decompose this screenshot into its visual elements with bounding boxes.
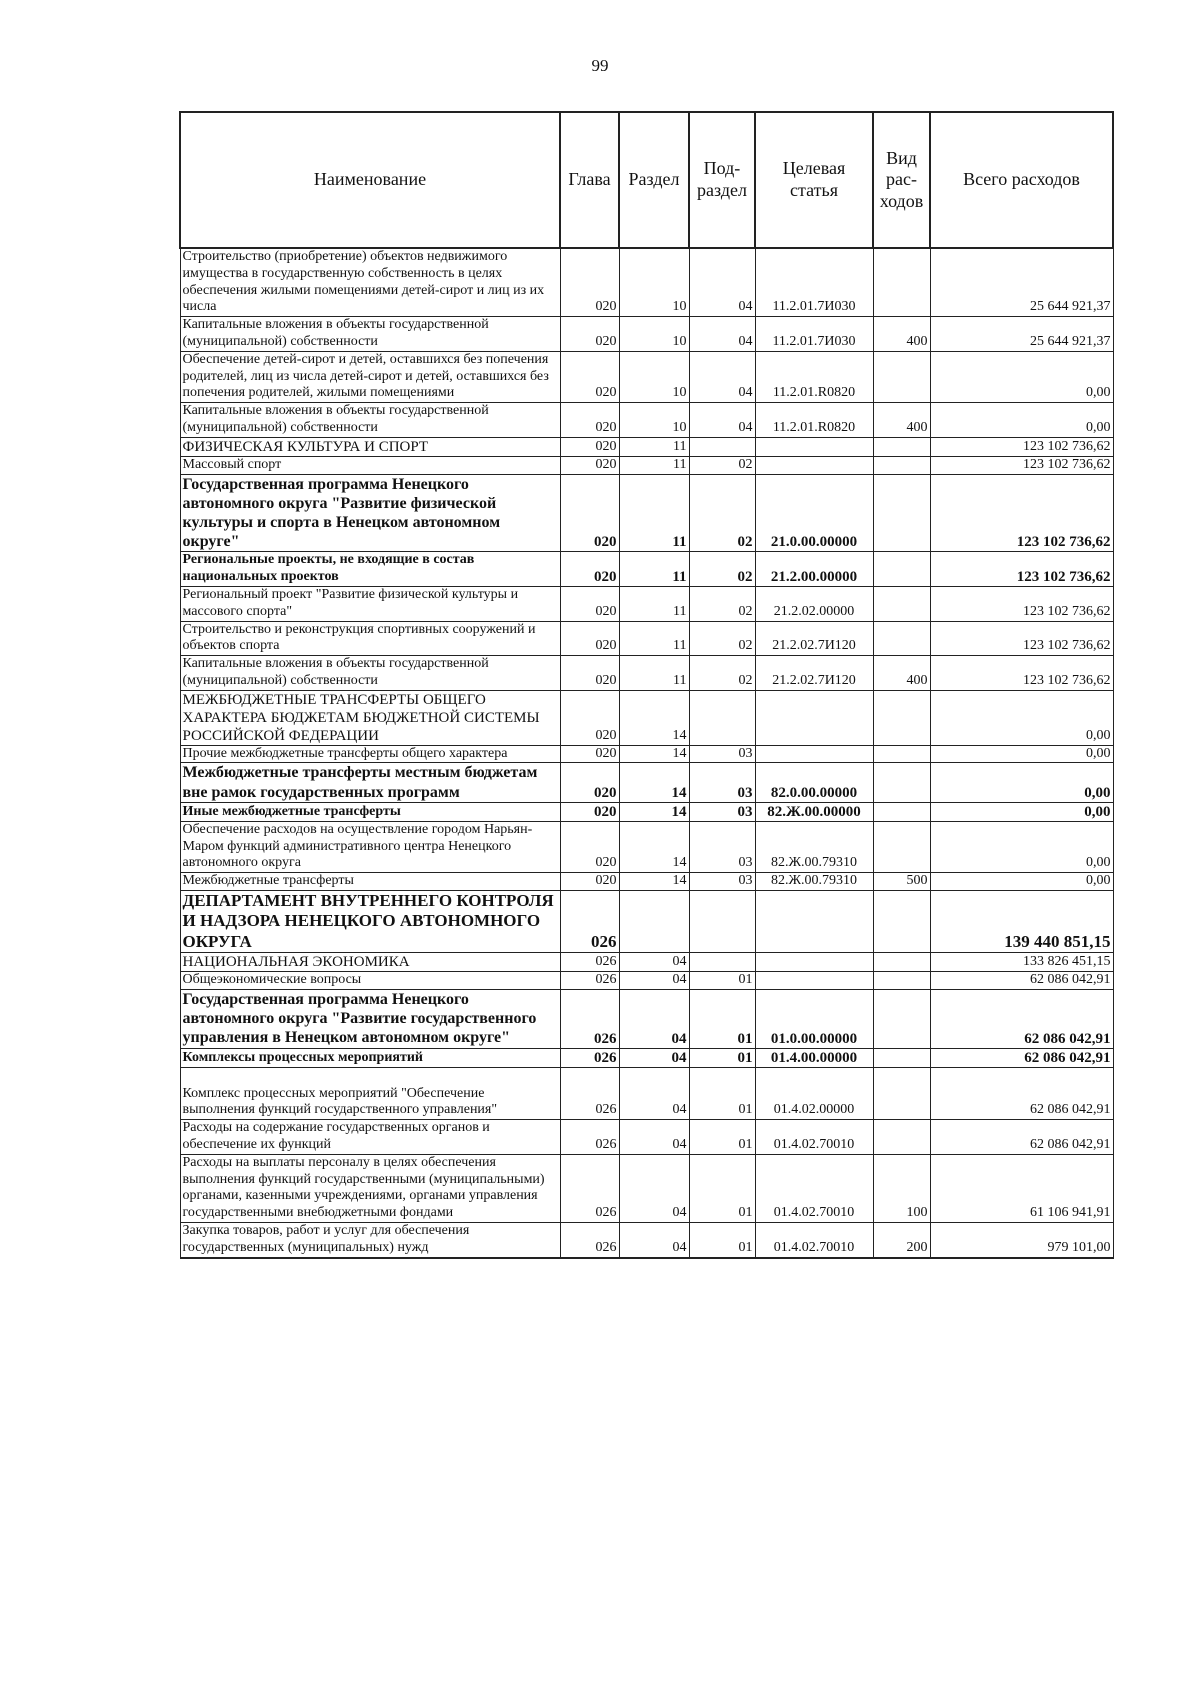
row-type (873, 351, 930, 402)
row-chapter: 020 (560, 586, 619, 621)
row-target: 01.0.00.00000 (755, 990, 873, 1049)
row-chapter: 020 (560, 873, 619, 891)
row-type (873, 621, 930, 656)
row-total: 139 440 851,15 (930, 891, 1113, 953)
budget-table (179, 111, 1114, 1259)
row-subsection: 03 (689, 763, 755, 802)
table-row (180, 1154, 1113, 1222)
row-chapter: 026 (560, 1120, 619, 1155)
row-chapter: 020 (560, 621, 619, 656)
row-chapter: 026 (560, 972, 619, 990)
row-section: 04 (619, 953, 689, 972)
row-section: 04 (619, 1222, 689, 1257)
row-section: 10 (619, 317, 689, 352)
row-section: 04 (619, 972, 689, 990)
row-name: Обеспечение детей-сирот и детей, оставшихся без попечения родителей, лиц из числа детей-сирот и детей, оставшихся без попечения родителей, жилыми помещениями (180, 351, 560, 402)
row-target (755, 456, 873, 474)
row-section: 10 (619, 351, 689, 402)
header-target-line2: статья (790, 180, 838, 200)
row-name: Комплекс процессных мероприятий "Обеспечение выполнения функций государственного управления" (180, 1067, 560, 1120)
row-type: 400 (873, 656, 930, 691)
row-chapter: 020 (560, 248, 619, 317)
row-type (873, 456, 930, 474)
row-chapter: 026 (560, 1067, 619, 1120)
row-total: 123 102 736,62 (930, 621, 1113, 656)
row-target (755, 953, 873, 972)
row-subsection: 02 (689, 586, 755, 621)
row-chapter: 026 (560, 990, 619, 1049)
row-type (873, 1048, 930, 1067)
row-section: 04 (619, 1154, 689, 1222)
row-name: Закупка товаров, работ и услуг для обеспечения государственных (муниципальных) нужд (180, 1222, 560, 1257)
row-total: 0,00 (930, 873, 1113, 891)
header-subsection-line1: Под- (703, 158, 741, 179)
table-row (180, 621, 1113, 656)
row-subsection: 04 (689, 248, 755, 317)
row-type (873, 437, 930, 456)
header-type-line3: ходов (879, 190, 924, 211)
row-name: Государственная программа Ненецкого автономного округа "Развитие государственного управления в Ненецком автономном округе" (180, 990, 560, 1049)
row-total: 25 644 921,37 (930, 317, 1113, 352)
row-target: 01.4.00.00000 (755, 1048, 873, 1067)
row-chapter: 026 (560, 953, 619, 972)
row-subsection: 03 (689, 873, 755, 891)
table-row (180, 873, 1113, 891)
table-row (180, 474, 1113, 552)
table-row (180, 403, 1113, 438)
page-number: 99 (591, 56, 609, 75)
row-name: Капитальные вложения в объекты государственной (муниципальной) собственности (180, 403, 560, 438)
row-chapter: 020 (560, 656, 619, 691)
row-total: 61 106 941,91 (930, 1154, 1113, 1222)
table-row (180, 802, 1113, 821)
header-subsection-line2: раздел (697, 180, 747, 200)
row-target: 82.Ж.00.79310 (755, 821, 873, 872)
row-subsection: 02 (689, 552, 755, 587)
header-type-line2: рас- (886, 169, 917, 190)
row-name: Государственная программа Ненецкого автономного округа "Развитие физической культуры и спорта в Ненецком автономном округе" (180, 474, 560, 552)
row-chapter: 020 (560, 474, 619, 552)
row-total: 0,00 (930, 745, 1113, 763)
row-total: 25 644 921,37 (930, 248, 1113, 317)
row-chapter: 020 (560, 317, 619, 352)
row-type (873, 763, 930, 802)
row-subsection: 01 (689, 1222, 755, 1257)
row-total: 0,00 (930, 821, 1113, 872)
row-subsection: 02 (689, 621, 755, 656)
table-row (180, 656, 1113, 691)
row-type (873, 690, 930, 745)
row-type (873, 552, 930, 587)
row-target: 11.2.01.R0820 (755, 351, 873, 402)
row-target: 11.2.01.7И030 (755, 317, 873, 352)
row-type (873, 802, 930, 821)
table-row (180, 1222, 1113, 1257)
row-chapter: 020 (560, 802, 619, 821)
row-section: 11 (619, 474, 689, 552)
row-total: 62 086 042,91 (930, 1067, 1113, 1120)
row-section: 14 (619, 821, 689, 872)
row-chapter: 020 (560, 437, 619, 456)
table-row (180, 437, 1113, 456)
row-subsection: 01 (689, 1048, 755, 1067)
row-total: 123 102 736,62 (930, 474, 1113, 552)
row-section: 11 (619, 456, 689, 474)
row-type (873, 953, 930, 972)
row-section: 14 (619, 873, 689, 891)
row-chapter: 020 (560, 690, 619, 745)
row-section: 14 (619, 745, 689, 763)
row-section: 04 (619, 990, 689, 1049)
row-subsection: 02 (689, 456, 755, 474)
table-row (180, 456, 1113, 474)
row-target: 11.2.01.R0820 (755, 403, 873, 438)
row-subsection: 01 (689, 1067, 755, 1120)
row-name: Общеэкономические вопросы (180, 972, 560, 990)
row-target (755, 891, 873, 953)
table-row (180, 690, 1113, 745)
row-target: 21.2.02.7И120 (755, 621, 873, 656)
row-target (755, 690, 873, 745)
row-name: Региональный проект "Развитие физической культуры и массового спорта" (180, 586, 560, 621)
row-chapter: 020 (560, 403, 619, 438)
row-type (873, 474, 930, 552)
row-total: 0,00 (930, 403, 1113, 438)
row-type (873, 1120, 930, 1155)
row-total: 123 102 736,62 (930, 656, 1113, 691)
row-subsection: 01 (689, 1154, 755, 1222)
header-row (180, 112, 1113, 248)
row-total: 0,00 (930, 351, 1113, 402)
row-type (873, 990, 930, 1049)
row-chapter: 026 (560, 1048, 619, 1067)
row-type: 400 (873, 317, 930, 352)
row-target: 01.4.02.70010 (755, 1222, 873, 1257)
row-section: 11 (619, 437, 689, 456)
row-section: 11 (619, 656, 689, 691)
row-name: Прочие межбюджетные трансферты общего характера (180, 745, 560, 763)
row-name: Обеспечение расходов на осуществление городом Нарьян-Маром функций административного центра Ненецкого автономного округа (180, 821, 560, 872)
table-row (180, 745, 1113, 763)
row-section: 14 (619, 763, 689, 802)
table-row (180, 821, 1113, 872)
row-subsection: 01 (689, 990, 755, 1049)
row-section: 11 (619, 552, 689, 587)
row-total: 123 102 736,62 (930, 586, 1113, 621)
row-name: НАЦИОНАЛЬНАЯ ЭКОНОМИКА (180, 953, 560, 972)
header-target-line1: Целевая (782, 158, 846, 179)
row-name: Региональные проекты, не входящие в состав национальных проектов (180, 552, 560, 587)
row-chapter: 020 (560, 351, 619, 402)
row-chapter: 026 (560, 1222, 619, 1257)
table-row (180, 317, 1113, 352)
row-target: 82.Ж.00.00000 (755, 802, 873, 821)
row-chapter: 026 (560, 1154, 619, 1222)
row-total: 62 086 042,91 (930, 1120, 1113, 1155)
header-total: Всего расходов (930, 112, 1113, 248)
row-target: 01.4.02.00000 (755, 1067, 873, 1120)
table-row (180, 248, 1113, 317)
row-target: 82.0.00.00000 (755, 763, 873, 802)
table-row (180, 763, 1113, 802)
row-target (755, 972, 873, 990)
row-type: 200 (873, 1222, 930, 1257)
row-name: Комплексы процессных мероприятий (180, 1048, 560, 1067)
row-total: 133 826 451,15 (930, 953, 1113, 972)
row-subsection (689, 891, 755, 953)
table-row (180, 1120, 1113, 1155)
row-total: 62 086 042,91 (930, 990, 1113, 1049)
table-row (180, 972, 1113, 990)
row-chapter: 020 (560, 821, 619, 872)
header-type (873, 112, 930, 248)
row-type (873, 821, 930, 872)
row-section: 11 (619, 621, 689, 656)
row-target: 01.4.02.70010 (755, 1120, 873, 1155)
row-target: 21.2.02.7И120 (755, 656, 873, 691)
row-total: 62 086 042,91 (930, 1048, 1113, 1067)
row-section: 14 (619, 690, 689, 745)
row-target: 82.Ж.00.79310 (755, 873, 873, 891)
row-subsection: 04 (689, 403, 755, 438)
row-target: 21.2.00.00000 (755, 552, 873, 587)
row-type: 400 (873, 403, 930, 438)
table-row (180, 351, 1113, 402)
row-subsection (689, 437, 755, 456)
row-chapter: 026 (560, 891, 619, 953)
row-target: 11.2.01.7И030 (755, 248, 873, 317)
table-row (180, 1067, 1113, 1120)
row-total: 123 102 736,62 (930, 552, 1113, 587)
row-total: 979 101,00 (930, 1222, 1113, 1257)
row-total: 123 102 736,62 (930, 437, 1113, 456)
row-name: Массовый спорт (180, 456, 560, 474)
row-type (873, 972, 930, 990)
table-row (180, 990, 1113, 1049)
row-name: ФИЗИЧЕСКАЯ КУЛЬТУРА И СПОРТ (180, 437, 560, 456)
row-section: 14 (619, 802, 689, 821)
row-subsection: 04 (689, 351, 755, 402)
row-type (873, 248, 930, 317)
row-name: Расходы на выплаты персоналу в целях обеспечения выполнения функций государственными (муниципальными) органами, казенными учреждениями, органами управления государственными внебюджетными фондами (180, 1154, 560, 1222)
row-type: 500 (873, 873, 930, 891)
row-section: 04 (619, 1120, 689, 1155)
header-chapter: Глава (560, 112, 619, 248)
header-target (755, 112, 873, 248)
row-chapter: 020 (560, 745, 619, 763)
header-name: Наименование (180, 112, 560, 248)
row-subsection: 01 (689, 972, 755, 990)
table-row (180, 953, 1113, 972)
row-section: 11 (619, 586, 689, 621)
table-row (180, 552, 1113, 587)
row-subsection: 03 (689, 802, 755, 821)
header-subsection (689, 112, 755, 248)
row-name: ДЕПАРТАМЕНТ ВНУТРЕННЕГО КОНТРОЛЯ И НАДЗОРА НЕНЕЦКОГО АВТОНОМНОГО ОКРУГА (180, 891, 560, 953)
row-type: 100 (873, 1154, 930, 1222)
row-target (755, 437, 873, 456)
row-type (873, 586, 930, 621)
row-total: 123 102 736,62 (930, 456, 1113, 474)
row-section: 04 (619, 1048, 689, 1067)
row-type (873, 1067, 930, 1120)
table-body (180, 248, 1113, 1258)
row-subsection: 01 (689, 1120, 755, 1155)
row-subsection: 03 (689, 821, 755, 872)
header-section: Раздел (619, 112, 689, 248)
row-subsection: 03 (689, 745, 755, 763)
row-subsection (689, 690, 755, 745)
header-type-line1: Вид (886, 147, 917, 168)
row-chapter: 020 (560, 456, 619, 474)
table-row (180, 891, 1113, 953)
row-target (755, 745, 873, 763)
row-total: 0,00 (930, 802, 1113, 821)
row-total: 62 086 042,91 (930, 972, 1113, 990)
row-subsection: 02 (689, 656, 755, 691)
table-row (180, 586, 1113, 621)
row-name: Межбюджетные трансферты местным бюджетам вне рамок государственных программ (180, 763, 560, 802)
row-total: 0,00 (930, 763, 1113, 802)
table-row (180, 1048, 1113, 1067)
row-type (873, 745, 930, 763)
row-subsection (689, 953, 755, 972)
row-name: МЕЖБЮДЖЕТНЫЕ ТРАНСФЕРТЫ ОБЩЕГО ХАРАКТЕРА БЮДЖЕТАМ БЮДЖЕТНОЙ СИСТЕМЫ РОССИЙСКОЙ ФЕДЕРАЦИИ (180, 690, 560, 745)
row-chapter: 020 (560, 763, 619, 802)
row-subsection: 04 (689, 317, 755, 352)
row-section: 10 (619, 403, 689, 438)
row-name: Межбюджетные трансферты (180, 873, 560, 891)
row-target: 21.0.00.00000 (755, 474, 873, 552)
row-subsection: 02 (689, 474, 755, 552)
row-name: Иные межбюджетные трансферты (180, 802, 560, 821)
row-name: Капитальные вложения в объекты государственной (муниципальной) собственности (180, 656, 560, 691)
row-section: 04 (619, 1067, 689, 1120)
row-section: 10 (619, 248, 689, 317)
row-target: 01.4.02.70010 (755, 1154, 873, 1222)
row-section (619, 891, 689, 953)
row-name: Расходы на содержание государственных органов и обеспечение их функций (180, 1120, 560, 1155)
row-target: 21.2.02.00000 (755, 586, 873, 621)
row-name: Строительство и реконструкция спортивных сооружений и объектов спорта (180, 621, 560, 656)
row-type (873, 891, 930, 953)
row-name: Капитальные вложения в объекты государственной (муниципальной) собственности (180, 317, 560, 352)
row-total: 0,00 (930, 690, 1113, 745)
row-name: Строительство (приобретение) объектов недвижимого имущества в государственную собственность в целях обеспечения жилыми помещениями детей-сирот и лиц из их числа (180, 248, 560, 317)
row-chapter: 020 (560, 552, 619, 587)
